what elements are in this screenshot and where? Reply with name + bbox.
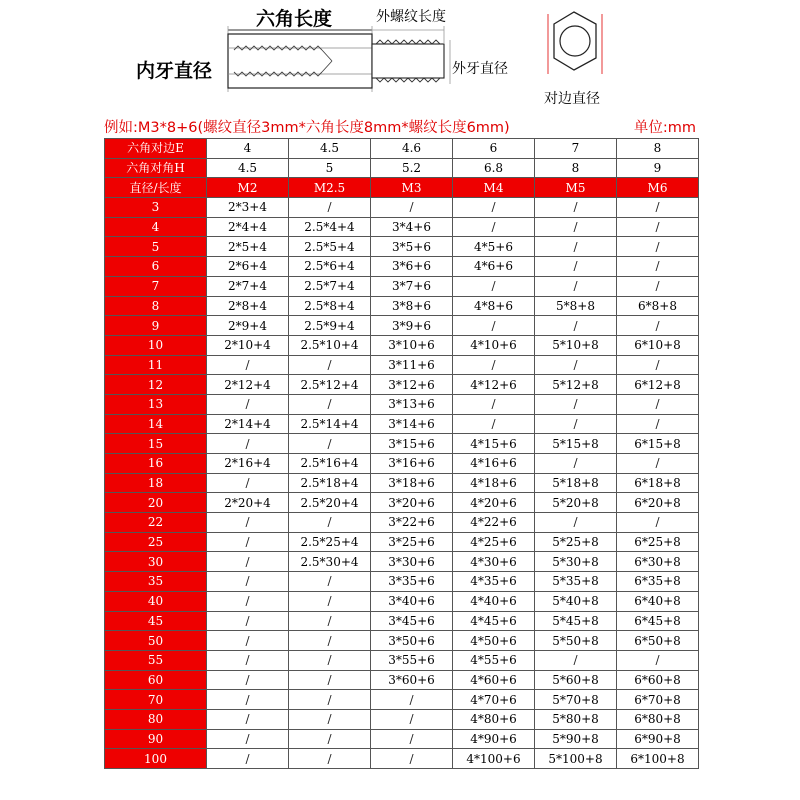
- spec-cell: /: [453, 355, 535, 375]
- table-row: [105, 690, 699, 710]
- spec-cell: 4*6+6: [453, 257, 535, 277]
- hex-length-label: 六角长度: [256, 8, 333, 30]
- spec-cell: 2.5*30+4: [289, 552, 371, 572]
- spec-cell: 2.5*8+4: [289, 296, 371, 316]
- spec-cell: /: [535, 355, 617, 375]
- table-row: [105, 296, 699, 316]
- spec-cell: 4*50+6: [453, 631, 535, 651]
- spec-cell: 3*6+6: [371, 257, 453, 277]
- spec-cell: 6*12+8: [617, 375, 699, 395]
- length-cell: 50: [105, 631, 207, 651]
- spec-cell: /: [289, 729, 371, 749]
- spec-cell: 6*25+8: [617, 532, 699, 552]
- spec-cell: /: [371, 198, 453, 218]
- header-cell: 6.8: [453, 158, 535, 178]
- length-cell: 80: [105, 709, 207, 729]
- length-cell: 11: [105, 355, 207, 375]
- size-cell: M2: [207, 178, 289, 198]
- table-row: [105, 335, 699, 355]
- spec-cell: 2*20+4: [207, 493, 289, 513]
- spec-cell: /: [535, 217, 617, 237]
- length-cell: 10: [105, 335, 207, 355]
- spec-cell: /: [289, 709, 371, 729]
- spec-cell: /: [535, 198, 617, 218]
- spec-cell: /: [453, 276, 535, 296]
- spec-cell: 4*100+6: [453, 749, 535, 769]
- spec-cell: /: [207, 611, 289, 631]
- size-cell: M6: [617, 178, 699, 198]
- spec-cell: 2*12+4: [207, 375, 289, 395]
- spec-cell: 3*18+6: [371, 473, 453, 493]
- header-cell: 6: [453, 139, 535, 159]
- spec-cell: 2*8+4: [207, 296, 289, 316]
- spec-cell: 4*22+6: [453, 513, 535, 533]
- spec-cell: 6*20+8: [617, 493, 699, 513]
- spec-cell: 6*18+8: [617, 473, 699, 493]
- spec-cell: 3*55+6: [371, 650, 453, 670]
- table-row: [105, 454, 699, 474]
- header-cell: 8: [617, 139, 699, 159]
- spec-cell: 2.5*7+4: [289, 276, 371, 296]
- spec-cell: 3*13+6: [371, 394, 453, 414]
- spec-cell: 2*10+4: [207, 335, 289, 355]
- spec-cell: /: [207, 591, 289, 611]
- spec-cell: 2.5*20+4: [289, 493, 371, 513]
- spec-cell: 5*25+8: [535, 532, 617, 552]
- spec-cell: 3*4+6: [371, 217, 453, 237]
- size-cell: M3: [371, 178, 453, 198]
- spec-cell: 3*8+6: [371, 296, 453, 316]
- spec-cell: 5*45+8: [535, 611, 617, 631]
- length-cell: 25: [105, 532, 207, 552]
- spec-cell: 4*12+6: [453, 375, 535, 395]
- spec-cell: 3*22+6: [371, 513, 453, 533]
- spec-cell: 2*16+4: [207, 454, 289, 474]
- spec-cell: /: [289, 394, 371, 414]
- example-line: [104, 116, 696, 136]
- table-row: [105, 316, 699, 336]
- spec-cell: /: [289, 650, 371, 670]
- spec-cell: /: [617, 217, 699, 237]
- spec-cell: 6*90+8: [617, 729, 699, 749]
- external-thread-length-label: 外螺纹长度: [376, 9, 446, 25]
- spec-cell: 4*18+6: [453, 473, 535, 493]
- spec-cell: 5*50+8: [535, 631, 617, 651]
- header-cell: 4: [207, 139, 289, 159]
- spec-cell: 6*45+8: [617, 611, 699, 631]
- spec-cell: 6*50+8: [617, 631, 699, 651]
- spec-cell: 5*18+8: [535, 473, 617, 493]
- header-row-label: 六角对角H: [105, 158, 207, 178]
- spec-cell: 2.5*6+4: [289, 257, 371, 277]
- spec-cell: 4*40+6: [453, 591, 535, 611]
- spec-cell: 4*10+6: [453, 335, 535, 355]
- length-cell: 9: [105, 316, 207, 336]
- length-cell: 70: [105, 690, 207, 710]
- spec-cell: /: [289, 434, 371, 454]
- spec-cell: /: [453, 414, 535, 434]
- spec-cell: /: [207, 729, 289, 749]
- size-row-label: 直径/长度: [105, 178, 207, 198]
- spec-cell: 6*100+8: [617, 749, 699, 769]
- spec-cell: 6*10+8: [617, 335, 699, 355]
- spec-cell: /: [207, 690, 289, 710]
- spec-cell: /: [289, 690, 371, 710]
- spec-cell: /: [207, 355, 289, 375]
- spec-cell: /: [289, 670, 371, 690]
- spec-cell: /: [453, 217, 535, 237]
- spec-cell: /: [371, 690, 453, 710]
- table-row: [105, 414, 699, 434]
- spec-cell: 6*70+8: [617, 690, 699, 710]
- spec-cell: /: [207, 709, 289, 729]
- spec-cell: 6*80+8: [617, 709, 699, 729]
- header-row: [105, 158, 699, 178]
- spec-cell: /: [617, 513, 699, 533]
- header-cell: 4.5: [289, 139, 371, 159]
- spec-cell: 5*35+8: [535, 572, 617, 592]
- spec-cell: 4*8+6: [453, 296, 535, 316]
- spec-cell: /: [207, 434, 289, 454]
- spec-cell: 6*60+8: [617, 670, 699, 690]
- length-cell: 35: [105, 572, 207, 592]
- spec-cell: 4*30+6: [453, 552, 535, 572]
- spec-cell: /: [453, 316, 535, 336]
- spec-cell: 6*35+8: [617, 572, 699, 592]
- spec-cell: /: [453, 198, 535, 218]
- spec-cell: /: [207, 572, 289, 592]
- length-cell: 3: [105, 198, 207, 218]
- spec-cell: 2*14+4: [207, 414, 289, 434]
- spec-cell: 2.5*25+4: [289, 532, 371, 552]
- spec-cell: 6*15+8: [617, 434, 699, 454]
- length-cell: 15: [105, 434, 207, 454]
- spec-cell: 4*90+6: [453, 729, 535, 749]
- table-row: [105, 532, 699, 552]
- size-cell: M4: [453, 178, 535, 198]
- length-cell: 100: [105, 749, 207, 769]
- spec-cell: 2*6+4: [207, 257, 289, 277]
- header-cell: 8: [535, 158, 617, 178]
- table-row: [105, 611, 699, 631]
- spec-cell: 6*8+8: [617, 296, 699, 316]
- spec-cell: /: [535, 513, 617, 533]
- length-cell: 20: [105, 493, 207, 513]
- length-cell: 12: [105, 375, 207, 395]
- spec-cell: /: [289, 572, 371, 592]
- spec-cell: 3*35+6: [371, 572, 453, 592]
- spec-cell: 4*35+6: [453, 572, 535, 592]
- size-cell: M2.5: [289, 178, 371, 198]
- spec-cell: /: [617, 316, 699, 336]
- table-row: [105, 217, 699, 237]
- spec-cell: 5*80+8: [535, 709, 617, 729]
- table-row: [105, 198, 699, 218]
- across-flats-label: 对边直径: [544, 91, 600, 107]
- spec-cell: 5*40+8: [535, 591, 617, 611]
- length-cell: 45: [105, 611, 207, 631]
- length-cell: 7: [105, 276, 207, 296]
- header-row: [105, 139, 699, 159]
- spec-cell: 4*16+6: [453, 454, 535, 474]
- spec-cell: 2*7+4: [207, 276, 289, 296]
- header-cell: 4.5: [207, 158, 289, 178]
- spec-cell: /: [535, 316, 617, 336]
- spec-cell: /: [617, 276, 699, 296]
- spec-cell: /: [617, 257, 699, 277]
- spec-cell: /: [617, 650, 699, 670]
- length-cell: 6: [105, 257, 207, 277]
- table-row: [105, 631, 699, 651]
- spec-cell: /: [289, 513, 371, 533]
- header-cell: 9: [617, 158, 699, 178]
- spec-cell: 4*45+6: [453, 611, 535, 631]
- spec-cell: 3*9+6: [371, 316, 453, 336]
- spec-cell: /: [289, 198, 371, 218]
- spec-cell: /: [535, 650, 617, 670]
- spec-cell: /: [617, 454, 699, 474]
- spec-cell: /: [371, 729, 453, 749]
- spec-cell: 2.5*14+4: [289, 414, 371, 434]
- length-cell: 22: [105, 513, 207, 533]
- spec-cell: /: [207, 552, 289, 572]
- spec-cell: 3*10+6: [371, 335, 453, 355]
- spec-cell: 6*30+8: [617, 552, 699, 572]
- spec-cell: 3*15+6: [371, 434, 453, 454]
- table-row: [105, 513, 699, 533]
- spec-cell: /: [535, 454, 617, 474]
- spec-cell: /: [289, 631, 371, 651]
- spec-cell: /: [207, 394, 289, 414]
- spec-cell: /: [207, 749, 289, 769]
- unit-label: 单位:mm: [633, 120, 696, 136]
- table-row: [105, 257, 699, 277]
- spec-cell: 4*80+6: [453, 709, 535, 729]
- external-thread-diameter-label: 外牙直径: [452, 61, 508, 77]
- spec-cell: /: [535, 237, 617, 257]
- spec-cell: /: [207, 631, 289, 651]
- table-row: [105, 729, 699, 749]
- spec-cell: 5*90+8: [535, 729, 617, 749]
- length-cell: 60: [105, 670, 207, 690]
- spec-cell: /: [535, 257, 617, 277]
- table-row: [105, 591, 699, 611]
- spec-cell: 3*12+6: [371, 375, 453, 395]
- spec-cell: /: [535, 276, 617, 296]
- spec-cell: /: [207, 473, 289, 493]
- header-cell: 4.6: [371, 139, 453, 159]
- spec-cell: 4*5+6: [453, 237, 535, 257]
- table-row: [105, 394, 699, 414]
- spec-cell: 2.5*4+4: [289, 217, 371, 237]
- spec-cell: 4*55+6: [453, 650, 535, 670]
- table-row: [105, 375, 699, 395]
- spec-cell: 4*60+6: [453, 670, 535, 690]
- spec-cell: 5*30+8: [535, 552, 617, 572]
- length-cell: 18: [105, 473, 207, 493]
- spec-cell: 3*14+6: [371, 414, 453, 434]
- spec-cell: 2.5*9+4: [289, 316, 371, 336]
- spec-cell: 3*45+6: [371, 611, 453, 631]
- spec-cell: 3*5+6: [371, 237, 453, 257]
- spec-cell: 3*11+6: [371, 355, 453, 375]
- length-cell: 14: [105, 414, 207, 434]
- table-row: [105, 237, 699, 257]
- table-row: [105, 749, 699, 769]
- spec-cell: /: [371, 709, 453, 729]
- spec-cell: 5*15+8: [535, 434, 617, 454]
- table-row: [105, 709, 699, 729]
- spec-cell: /: [289, 355, 371, 375]
- table-row: [105, 650, 699, 670]
- length-cell: 13: [105, 394, 207, 414]
- spec-cell: 3*50+6: [371, 631, 453, 651]
- length-cell: 55: [105, 650, 207, 670]
- spec-cell: 2.5*16+4: [289, 454, 371, 474]
- header-cell: 5.2: [371, 158, 453, 178]
- header-row-label: 六角对边E: [105, 139, 207, 159]
- table-row: [105, 473, 699, 493]
- spec-cell: /: [371, 749, 453, 769]
- table-row: [105, 572, 699, 592]
- table-row: [105, 552, 699, 572]
- spec-cell: /: [535, 394, 617, 414]
- internal-thread-diameter-label: 内牙直径: [136, 60, 213, 82]
- spec-cell: 4*15+6: [453, 434, 535, 454]
- table-row: [105, 276, 699, 296]
- length-cell: 90: [105, 729, 207, 749]
- standoff-diagram: [0, 0, 800, 112]
- spec-cell: 2*9+4: [207, 316, 289, 336]
- spec-cell: /: [617, 414, 699, 434]
- spec-cell: /: [289, 611, 371, 631]
- spec-cell: 3*16+6: [371, 454, 453, 474]
- spec-cell: 5*70+8: [535, 690, 617, 710]
- spec-cell: 5*10+8: [535, 335, 617, 355]
- spec-cell: 2*3+4: [207, 198, 289, 218]
- header-cell: 7: [535, 139, 617, 159]
- spec-cell: 2.5*5+4: [289, 237, 371, 257]
- length-cell: 4: [105, 217, 207, 237]
- size-cell: M5: [535, 178, 617, 198]
- example-text: 例如:M3*8+6(螺纹直径3mm*六角长度8mm*螺纹长度6mm): [104, 120, 510, 136]
- spec-cell: 5*8+8: [535, 296, 617, 316]
- size-row: [105, 178, 699, 198]
- spec-cell: 4*25+6: [453, 532, 535, 552]
- spec-cell: /: [453, 394, 535, 414]
- length-cell: 30: [105, 552, 207, 572]
- spec-cell: /: [617, 355, 699, 375]
- spec-cell: /: [207, 532, 289, 552]
- spec-cell: 5*60+8: [535, 670, 617, 690]
- spec-cell: /: [617, 198, 699, 218]
- spec-cell: 2.5*10+4: [289, 335, 371, 355]
- spec-cell: 4*20+6: [453, 493, 535, 513]
- table-row: [105, 670, 699, 690]
- length-cell: 16: [105, 454, 207, 474]
- spec-cell: /: [289, 591, 371, 611]
- spec-cell: 3*7+6: [371, 276, 453, 296]
- spec-cell: 5*20+8: [535, 493, 617, 513]
- spec-cell: /: [207, 670, 289, 690]
- length-cell: 5: [105, 237, 207, 257]
- spec-cell: 3*30+6: [371, 552, 453, 572]
- spec-cell: 3*60+6: [371, 670, 453, 690]
- spec-cell: /: [207, 650, 289, 670]
- table-row: [105, 434, 699, 454]
- spec-cell: 2.5*18+4: [289, 473, 371, 493]
- table-row: [105, 355, 699, 375]
- spec-cell: 5*100+8: [535, 749, 617, 769]
- spec-cell: 3*20+6: [371, 493, 453, 513]
- header-cell: 5: [289, 158, 371, 178]
- spec-cell: 2*5+4: [207, 237, 289, 257]
- spec-table: [104, 138, 699, 769]
- spec-cell: 2.5*12+4: [289, 375, 371, 395]
- spec-cell: 2*4+4: [207, 217, 289, 237]
- spec-cell: /: [617, 394, 699, 414]
- spec-cell: /: [207, 513, 289, 533]
- spec-cell: /: [289, 749, 371, 769]
- spec-cell: 6*40+8: [617, 591, 699, 611]
- length-cell: 40: [105, 591, 207, 611]
- spec-cell: 3*40+6: [371, 591, 453, 611]
- spec-cell: /: [617, 237, 699, 257]
- length-cell: 8: [105, 296, 207, 316]
- spec-cell: 4*70+6: [453, 690, 535, 710]
- spec-cell: 5*12+8: [535, 375, 617, 395]
- spec-cell: 3*25+6: [371, 532, 453, 552]
- spec-cell: /: [535, 414, 617, 434]
- table-row: [105, 493, 699, 513]
